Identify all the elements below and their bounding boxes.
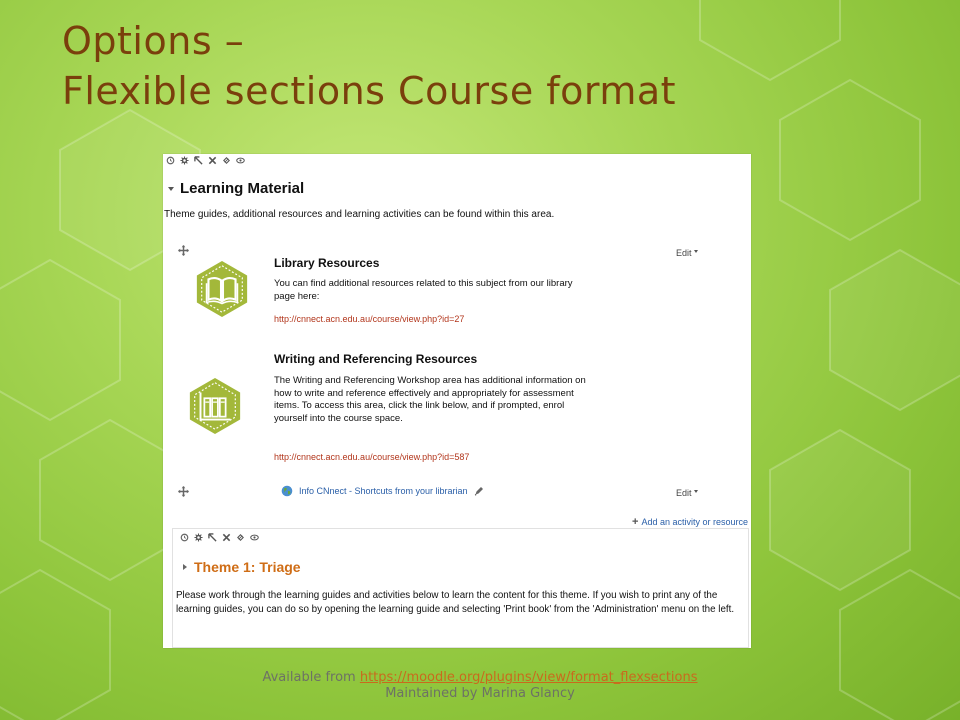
section-toolbar xyxy=(166,156,245,165)
edit-menu-label: Edit xyxy=(676,248,692,258)
edit-menu-label: Edit xyxy=(676,488,692,498)
eye-icon[interactable] xyxy=(250,533,259,542)
link-icon[interactable] xyxy=(222,156,231,165)
edit-menu[interactable] xyxy=(676,248,698,258)
move-arrow-icon[interactable] xyxy=(208,533,217,542)
footer-link[interactable]: https://moodle.org/plugins/view/format_flexsections xyxy=(359,670,698,685)
expand-caret-icon[interactable] xyxy=(183,564,187,570)
book-icon xyxy=(193,260,251,318)
resource-body-writing: The Writing and Referencing Workshop area has additional information on how to write and reference effectively and appropriately for assessment items. To access this area, click the link below, and if prompted, enrol yourself into the course space. xyxy=(274,375,586,424)
gear-icon[interactable] xyxy=(194,533,203,542)
pencil-edit-icon[interactable] xyxy=(474,486,484,496)
slide-title-line-1: Options – xyxy=(62,19,245,63)
add-activity-label: Add an activity or resource xyxy=(641,517,748,527)
slide-title xyxy=(62,16,676,116)
edit-caret-icon xyxy=(694,250,698,253)
books-icon xyxy=(186,377,244,435)
link-icon[interactable] xyxy=(236,533,245,542)
resource-link-writing[interactable]: http://cnnect.acn.edu.au/course/view.php?id=587 xyxy=(274,452,470,462)
resource-title-writing[interactable]: Writing and Referencing Resources xyxy=(274,352,478,366)
section-summary: Theme guides, additional resources and learning activities can be found within this area. xyxy=(164,209,555,220)
move-handle-icon[interactable] xyxy=(178,245,189,256)
footer-maintainer: Maintained by Marina Glancy xyxy=(385,686,575,701)
edit-menu[interactable] xyxy=(676,488,698,498)
clock-icon[interactable] xyxy=(180,533,189,542)
delete-icon[interactable] xyxy=(208,156,217,165)
resource-body-library: You can find additional resources related to this subject from our library page here: xyxy=(274,278,573,302)
section-title: Learning Material xyxy=(180,180,305,197)
collapse-caret-icon[interactable] xyxy=(168,187,174,191)
theme-toolbar xyxy=(180,533,259,542)
theme-section xyxy=(172,528,749,648)
move-arrow-icon[interactable] xyxy=(194,156,203,165)
section-header[interactable] xyxy=(168,180,304,197)
edit-caret-icon xyxy=(694,490,698,493)
activity-url[interactable] xyxy=(281,485,484,497)
activity-label[interactable]: Info CNnect - Shortcuts from your librarian xyxy=(299,486,468,496)
moodle-course-screenshot xyxy=(163,154,751,648)
theme-title: Theme 1: Triage xyxy=(194,559,301,575)
resource-link-library[interactable]: http://cnnect.acn.edu.au/course/view.php?id=27 xyxy=(274,314,465,324)
eye-icon[interactable] xyxy=(236,156,245,165)
gear-icon[interactable] xyxy=(180,156,189,165)
delete-icon[interactable] xyxy=(222,533,231,542)
plus-icon: + xyxy=(632,516,639,528)
clock-icon[interactable] xyxy=(166,156,175,165)
footer-source xyxy=(0,670,960,685)
resource-title-library[interactable]: Library Resources xyxy=(274,256,380,270)
footer-available-prefix: Available from xyxy=(262,670,360,685)
move-handle-icon[interactable] xyxy=(178,486,189,497)
add-activity-button[interactable] xyxy=(632,516,748,528)
theme-summary: Please work through the learning guides and activities below to learn the content for this theme. If you wish to print any of the learning guides, you can do so by opening the learning guide and selecting 'Print book' from the 'Administration' menu on the left. xyxy=(176,590,735,615)
globe-icon xyxy=(281,485,293,497)
slide-title-line-2: Flexible sections Course format xyxy=(62,69,677,113)
theme-header[interactable] xyxy=(183,559,301,575)
